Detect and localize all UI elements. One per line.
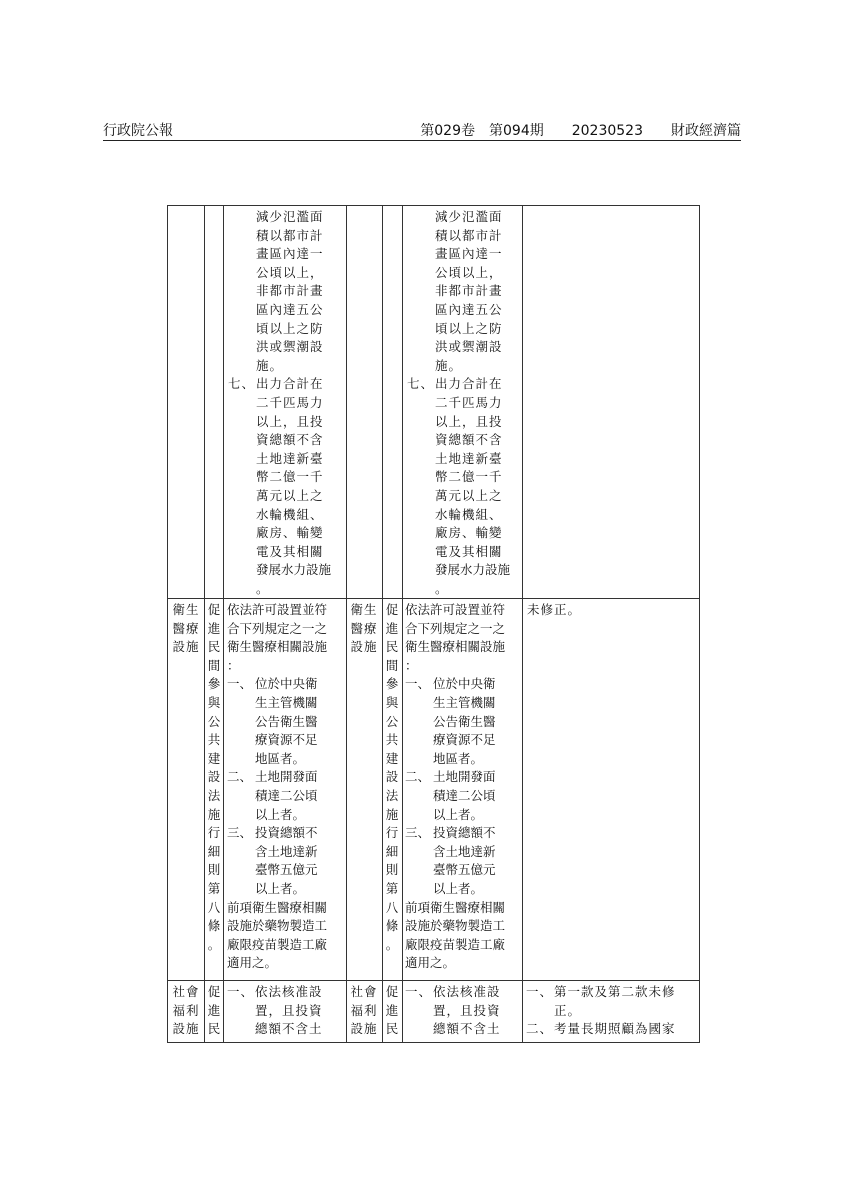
item-one xyxy=(405,675,523,694)
row3-amended-text xyxy=(227,983,345,1039)
item-line: 電及其相關 xyxy=(435,543,503,559)
cont-line: 頃以上之防 xyxy=(256,320,324,336)
item-line: 萬元以上之 xyxy=(256,487,324,503)
item-line: 二千匹馬力 xyxy=(435,394,503,410)
volume-label: 第029卷 xyxy=(420,123,475,139)
cont-line: 區內達五公 xyxy=(435,301,503,317)
cont-line: 積以都市計 xyxy=(256,227,324,243)
col-divider xyxy=(382,206,383,1042)
item-line: 位於中央衛 xyxy=(433,676,496,692)
row3-category-amended: 社會福利設施 xyxy=(172,984,200,1037)
law-char: 。 xyxy=(385,936,399,952)
law-char: 設 xyxy=(385,769,399,785)
row2-category-current: 衛生醫療設施 xyxy=(350,602,378,655)
item-line: 投資總額不 xyxy=(433,825,496,841)
item-line: 廠房、輸變 xyxy=(435,525,503,541)
issue-label: 第094期 xyxy=(489,123,544,139)
law-char: 條 xyxy=(207,918,221,934)
item-line: 發展水力設施 xyxy=(435,562,511,578)
row2-amended-text xyxy=(227,601,345,973)
row2-note: 未修正。 xyxy=(527,602,582,617)
law-char: 進 xyxy=(207,1002,221,1018)
row1-current-text xyxy=(407,208,523,598)
item-line: 位於中央衛 xyxy=(255,676,318,692)
comparison-table xyxy=(167,205,700,1043)
item-line: 幣二億一千 xyxy=(256,469,324,485)
law-char: 行 xyxy=(385,825,399,841)
item-line: 電及其相關 xyxy=(256,543,324,559)
cont-line: 施。 xyxy=(435,357,463,373)
law-char: 共 xyxy=(385,732,399,748)
item-line: 土地開發面 xyxy=(433,769,496,785)
cont-line: 公頃以上， xyxy=(435,264,503,280)
item-line: 出力合計在 xyxy=(256,376,324,392)
item-line: 。 xyxy=(435,580,449,596)
law-char: 公 xyxy=(207,713,221,729)
law-char: 細 xyxy=(207,843,221,859)
item-line: 以上者。 xyxy=(255,880,306,896)
law-char: 與 xyxy=(385,694,399,710)
law-char: 第 xyxy=(385,880,399,896)
law-char: 民 xyxy=(385,639,399,655)
item-three xyxy=(227,824,345,843)
law-char: 則 xyxy=(207,862,221,878)
intro-line: 衛生醫療相關設施 xyxy=(405,639,506,655)
item-number: 一、 xyxy=(405,676,431,692)
law-char: 間 xyxy=(207,657,221,673)
item-line: 生主管機關 xyxy=(255,694,318,710)
law-char: 。 xyxy=(207,936,221,952)
law-char: 建 xyxy=(385,750,399,766)
law-char: 建 xyxy=(207,750,221,766)
closing-line: 廠限疫苗製造工廠 xyxy=(227,936,328,952)
row2-law-amended xyxy=(206,601,222,954)
item-line: 幣二億一千 xyxy=(435,469,503,485)
row2-current-text xyxy=(405,601,523,973)
law-char: 促 xyxy=(207,984,221,999)
intro-line: ： xyxy=(405,657,418,673)
closing-line: 前項衛生醫療相關 xyxy=(405,899,506,915)
item-line: 公告衛生醫 xyxy=(433,713,496,729)
item-one xyxy=(227,675,345,694)
law-char: 第 xyxy=(207,880,221,896)
item-line: 療資源不足 xyxy=(255,732,318,748)
law-char: 設 xyxy=(207,769,221,785)
note-number: 二、 xyxy=(526,1021,554,1037)
law-char: 條 xyxy=(385,918,399,934)
law-char: 間 xyxy=(385,657,399,673)
law-char: 參 xyxy=(207,676,221,692)
row2-law-current xyxy=(384,601,400,954)
date-label: 20230523 xyxy=(571,123,643,139)
note-line: 考量長期照顧為國家 xyxy=(554,1021,676,1037)
law-char: 法 xyxy=(207,787,221,803)
item-number: 一、 xyxy=(227,984,255,999)
item-one xyxy=(405,983,523,1002)
item-number: 二、 xyxy=(227,769,253,785)
item-line: 含土地達新 xyxy=(433,843,496,859)
law-char: 進 xyxy=(207,620,221,636)
law-char: 民 xyxy=(207,1021,221,1037)
row3-law-amended xyxy=(206,983,222,1039)
law-char: 進 xyxy=(385,620,399,636)
law-char: 共 xyxy=(207,732,221,748)
item-line: 置，且投資 xyxy=(433,1002,501,1018)
page-header xyxy=(103,118,741,141)
law-char: 施 xyxy=(385,806,399,822)
item-number: 一、 xyxy=(405,984,433,999)
item-one xyxy=(227,983,345,1002)
item-seven xyxy=(407,375,523,394)
item-two xyxy=(227,768,345,787)
intro-line: 依法許可設置並符 xyxy=(405,602,506,617)
item-line: 積達二公頃 xyxy=(255,787,318,803)
item-line: 依法核准設 xyxy=(255,984,323,999)
law-char: 與 xyxy=(207,694,221,710)
item-line: 水輪機組、 xyxy=(435,506,503,522)
row1-amended-text xyxy=(228,208,344,598)
law-char: 公 xyxy=(385,713,399,729)
item-line: 土地達新臺 xyxy=(256,450,324,466)
item-line: 臺幣五億元 xyxy=(255,862,318,878)
item-number: 二、 xyxy=(405,769,431,785)
item-line: 依法核准設 xyxy=(433,984,501,999)
law-char: 進 xyxy=(385,1002,399,1018)
intro-line: ： xyxy=(227,657,240,673)
item-number: 七、 xyxy=(407,376,435,392)
item-three xyxy=(405,824,523,843)
cont-line: 區內達五公 xyxy=(256,301,324,317)
cont-line: 施。 xyxy=(256,357,284,373)
row3-law-current xyxy=(384,983,400,1039)
item-number: 三、 xyxy=(405,825,431,841)
intro-line: 衛生醫療相關設施 xyxy=(227,639,328,655)
cont-line: 畫區內達一 xyxy=(256,246,324,262)
closing-line: 前項衛生醫療相關 xyxy=(227,899,328,915)
item-line: 萬元以上之 xyxy=(435,487,503,503)
item-line: 資總額不含 xyxy=(435,432,503,448)
item-line: 以上者。 xyxy=(433,880,484,896)
item-line: 療資源不足 xyxy=(433,732,496,748)
cont-line: 非都市計畫 xyxy=(435,283,503,299)
closing-line: 廠限疫苗製造工廠 xyxy=(405,936,506,952)
item-line: 投資總額不 xyxy=(255,825,318,841)
cont-line: 公頃以上， xyxy=(256,264,324,280)
law-char: 八 xyxy=(385,899,399,915)
intro-line: 依法許可設置並符 xyxy=(227,602,328,617)
item-line: 發展水力設施 xyxy=(256,562,332,578)
cont-line: 積以都市計 xyxy=(435,227,503,243)
row2-category-amended: 衛生醫療設施 xyxy=(172,602,200,655)
item-number: 一、 xyxy=(227,676,253,692)
item-line: 廠房、輸變 xyxy=(256,525,324,541)
item-number: 七、 xyxy=(228,376,256,392)
row-divider xyxy=(168,980,699,981)
law-char: 施 xyxy=(207,806,221,822)
item-line: 地區者。 xyxy=(433,750,484,766)
closing-line: 適用之。 xyxy=(227,955,278,971)
item-seven xyxy=(228,375,344,394)
item-line: 二千匹馬力 xyxy=(256,394,324,410)
item-line: 地區者。 xyxy=(255,750,306,766)
note-one xyxy=(526,983,698,1002)
item-line: 土地開發面 xyxy=(255,769,318,785)
item-line: 土地達新臺 xyxy=(435,450,503,466)
note-line: 正。 xyxy=(554,1002,582,1018)
cont-line: 頃以上之防 xyxy=(435,320,503,336)
intro-line: 合下列規定之一之 xyxy=(405,620,506,636)
item-line: 總額不含土 xyxy=(433,1021,501,1037)
item-line: 總額不含土 xyxy=(255,1021,323,1037)
col-divider xyxy=(402,206,403,1042)
intro-line: 合下列規定之一之 xyxy=(227,620,328,636)
law-char: 法 xyxy=(385,787,399,803)
section-label: 財政經濟篇 xyxy=(671,123,741,139)
publication-title: 行政院公報 xyxy=(103,123,173,139)
col-divider xyxy=(223,206,224,1042)
closing-line: 設施於藥物製造工 xyxy=(227,918,328,934)
col-divider xyxy=(204,206,205,1042)
item-line: 以上，且投 xyxy=(256,413,324,429)
cont-line: 減少氾濫面 xyxy=(435,209,503,224)
cont-line: 洪或禦潮設 xyxy=(256,339,324,355)
item-line: 生主管機關 xyxy=(433,694,496,710)
law-char: 八 xyxy=(207,899,221,915)
note-line: 第一款及第二款未修 xyxy=(554,984,676,999)
law-char: 細 xyxy=(385,843,399,859)
item-line: 積達二公頃 xyxy=(433,787,496,803)
item-line: 以上者。 xyxy=(255,806,306,822)
item-line: 以上者。 xyxy=(433,806,484,822)
item-line: 資總額不含 xyxy=(256,432,324,448)
law-char: 促 xyxy=(385,984,399,999)
row3-category-current: 社會福利設施 xyxy=(350,984,378,1037)
row3-current-text xyxy=(405,983,523,1039)
item-line: 以上，且投 xyxy=(435,413,503,429)
item-line: 臺幣五億元 xyxy=(433,862,496,878)
law-char: 促 xyxy=(385,602,399,617)
item-line: 置，且投資 xyxy=(255,1002,323,1018)
item-number: 三、 xyxy=(227,825,253,841)
row3-notes xyxy=(526,983,698,1039)
cont-line: 減少氾濫面 xyxy=(256,209,324,224)
law-char: 促 xyxy=(207,602,221,617)
cont-line: 畫區內達一 xyxy=(435,246,503,262)
item-line: 出力合計在 xyxy=(435,376,503,392)
law-char: 民 xyxy=(207,639,221,655)
closing-line: 適用之。 xyxy=(405,955,456,971)
item-line: 水輪機組、 xyxy=(256,506,324,522)
law-char: 民 xyxy=(385,1021,399,1037)
issue-info xyxy=(406,120,741,140)
law-char: 行 xyxy=(207,825,221,841)
item-line: 。 xyxy=(256,580,270,596)
cont-line: 非都市計畫 xyxy=(256,283,324,299)
item-two xyxy=(405,768,523,787)
law-char: 則 xyxy=(385,862,399,878)
note-number: 一、 xyxy=(526,984,554,999)
item-line: 公告衛生醫 xyxy=(255,713,318,729)
cont-line: 洪或禦潮設 xyxy=(435,339,503,355)
note-two xyxy=(526,1020,698,1039)
closing-line: 設施於藥物製造工 xyxy=(405,918,506,934)
item-line: 含土地達新 xyxy=(255,843,318,859)
law-char: 參 xyxy=(385,676,399,692)
